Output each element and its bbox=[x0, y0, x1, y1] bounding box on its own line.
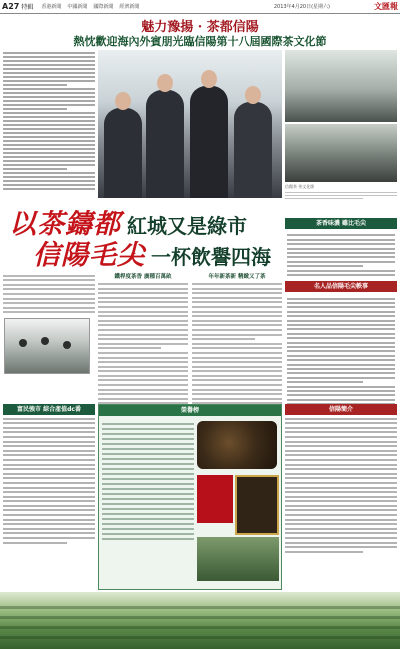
section-list bbox=[41, 3, 139, 10]
box-heading: 信陽簡介 bbox=[285, 404, 397, 415]
section-item: 中國新聞 bbox=[67, 4, 88, 10]
story-heading: 年年新茶新 精緻又了茶 bbox=[208, 274, 266, 280]
feature-title bbox=[3, 200, 283, 270]
right-column-top bbox=[285, 218, 397, 410]
certificate-photo bbox=[197, 475, 233, 523]
award-plaque-photo bbox=[235, 475, 279, 535]
box-heading: 榮譽榜 bbox=[99, 405, 281, 416]
box-heading: 名人品信陽毛尖軼事 bbox=[285, 281, 397, 292]
inset-photo bbox=[4, 318, 90, 374]
side-photo-2 bbox=[285, 124, 397, 182]
photo-caption-text: 信陽茶 茶文化節 bbox=[285, 184, 315, 189]
page-number: A27 bbox=[2, 2, 20, 11]
honors-box bbox=[98, 404, 282, 590]
person-figure bbox=[104, 108, 142, 198]
story-heading: 鐵桿度茶香 廣種百萬畝 bbox=[114, 274, 172, 280]
rich-city-section bbox=[3, 404, 95, 546]
box-heading: 茶香味濃 雖比毛尖 bbox=[285, 218, 397, 229]
headline-top: 魅力豫揚 · 茶都信陽 bbox=[141, 20, 259, 35]
box-heading: 富民強市 綜合產值dc番 bbox=[3, 404, 95, 415]
tea-field-photo bbox=[0, 592, 400, 649]
person-figure bbox=[234, 102, 272, 198]
section-item: 國際新聞 bbox=[93, 4, 114, 10]
main-photo bbox=[98, 50, 282, 198]
issue-date: 2013年4月20日(星期六) bbox=[273, 4, 330, 10]
headline-sub: 熱忱歡迎海內外賓朋光臨信陽第十八屆國際茶文化節 bbox=[73, 35, 327, 48]
photo-caption bbox=[285, 184, 397, 201]
person-figure bbox=[190, 86, 228, 198]
title-green-2: 一杯飲譽四海 bbox=[151, 245, 271, 269]
title-red-1: 以茶鑄都 bbox=[9, 209, 121, 240]
section-item: 香港新聞 bbox=[41, 4, 62, 10]
paper-logo: 文匯報 bbox=[374, 2, 398, 11]
tea-garden-photo bbox=[197, 537, 279, 581]
tea-photo bbox=[197, 421, 277, 469]
intro-section bbox=[285, 404, 397, 555]
title-red-2: 信陽毛尖 bbox=[33, 240, 145, 271]
title-green-1: 紅城又是綠市 bbox=[127, 214, 247, 238]
page-header bbox=[0, 0, 400, 14]
lead-article bbox=[3, 50, 95, 198]
section-label: 特輯 bbox=[21, 4, 34, 11]
side-photo-1 bbox=[285, 50, 397, 122]
section-item: 經濟新聞 bbox=[119, 4, 140, 10]
person-figure bbox=[146, 90, 184, 198]
